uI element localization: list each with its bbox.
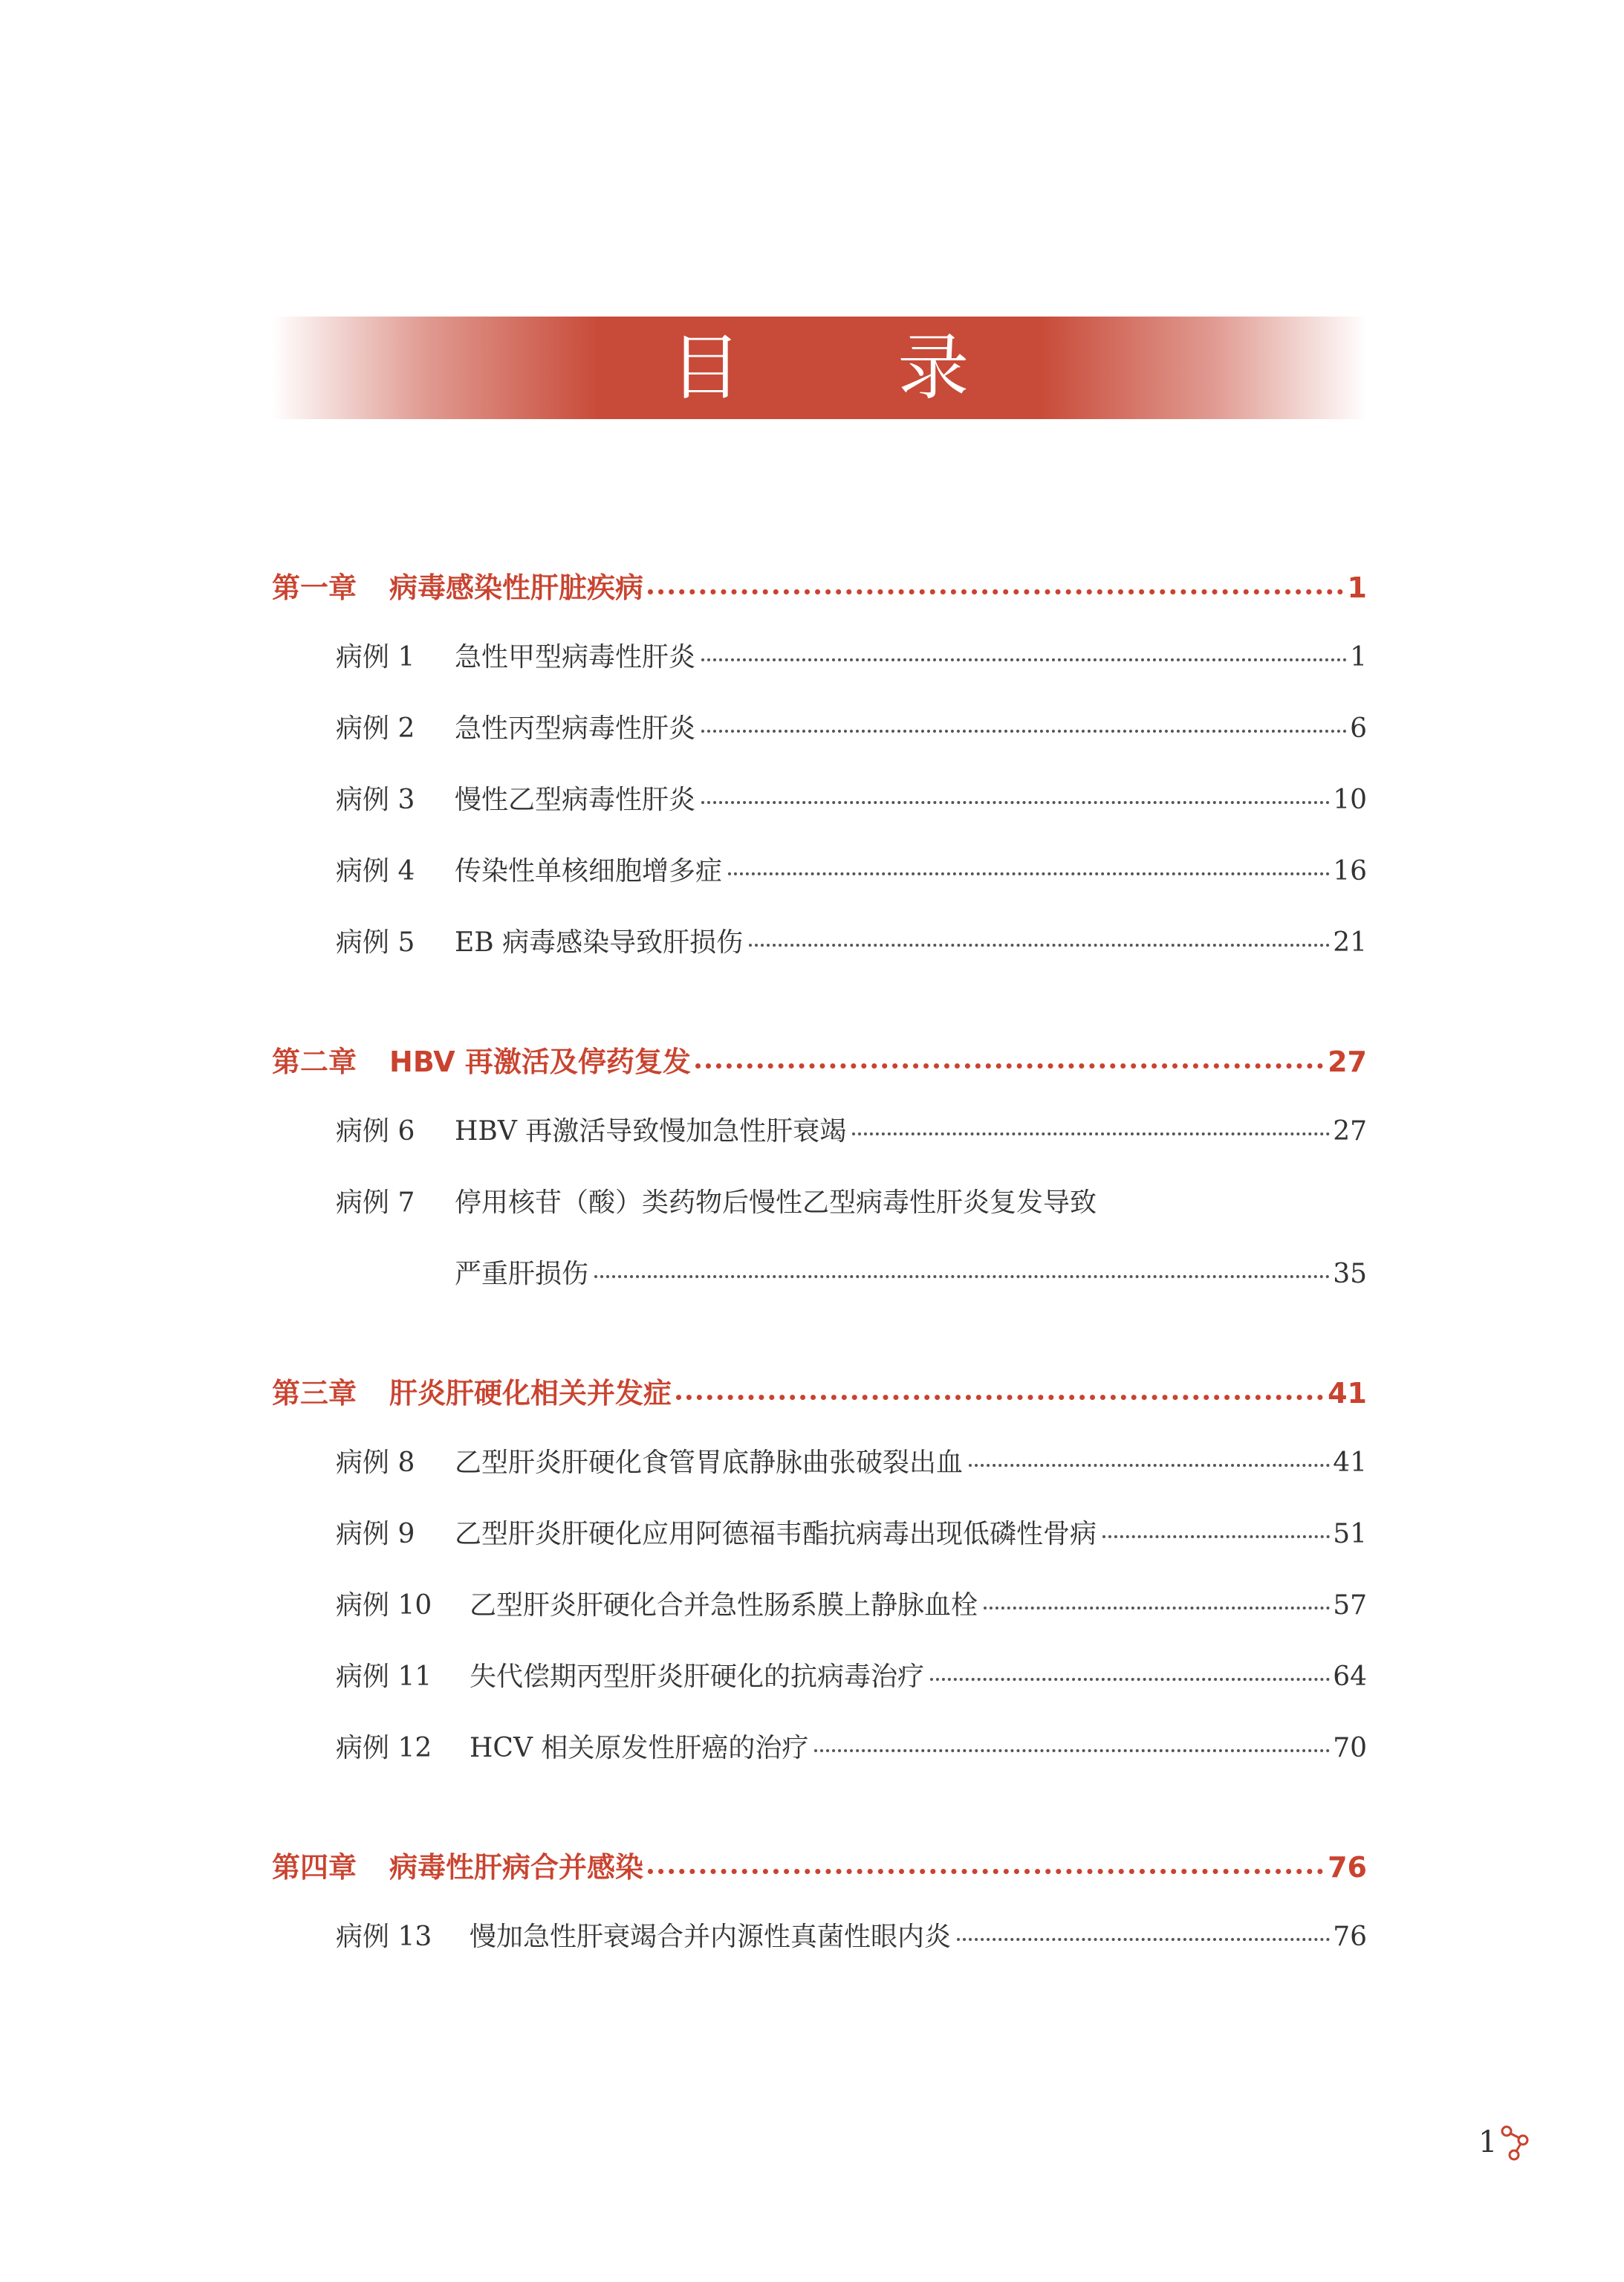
- leader-dots: [648, 589, 1343, 594]
- case-title: 停用核苷（酸）类药物后慢性乙型病毒性肝炎复发导致: [455, 1187, 1097, 1218]
- case-number: 病例 12: [336, 1733, 432, 1763]
- case-title: 急性丙型病毒性肝炎: [455, 713, 696, 744]
- case-number: 病例 11: [336, 1662, 432, 1692]
- case-8-entry[interactable]: [272, 1442, 1367, 1479]
- leader-dots: [728, 872, 1330, 875]
- case-page: 6: [1350, 713, 1367, 744]
- case-3-entry[interactable]: [272, 779, 1367, 817]
- case-number: 病例 10: [336, 1590, 432, 1621]
- chapter-title: 肝炎肝硬化相关并发症: [389, 1377, 672, 1410]
- case-12-entry[interactable]: [272, 1727, 1367, 1765]
- leader-dots: [701, 801, 1330, 804]
- molecule-link-icon: [1499, 2124, 1532, 2162]
- case-page: 21: [1333, 927, 1367, 958]
- case-title: 慢性乙型病毒性肝炎: [455, 785, 696, 815]
- case-1-entry[interactable]: [272, 636, 1367, 674]
- chapter-3-entry[interactable]: [272, 1370, 1367, 1411]
- case-page: 16: [1333, 856, 1367, 886]
- case-page: 1: [1350, 642, 1367, 672]
- case-title: 传染性单核细胞增多症: [455, 856, 723, 886]
- leader-dots: [676, 1395, 1323, 1400]
- chapter-number: 第四章: [272, 1851, 357, 1884]
- leader-dots: [701, 730, 1347, 733]
- page-title: 目 录: [669, 326, 1036, 409]
- case-number: 病例 4: [336, 856, 415, 886]
- case-page: 41: [1333, 1448, 1367, 1478]
- chapter-title: HBV 再激活及停药复发: [389, 1046, 691, 1078]
- case-2-entry[interactable]: [272, 707, 1367, 745]
- chapter-number: 第三章: [272, 1377, 357, 1410]
- chapter-title: 病毒感染性肝脏疾病: [389, 571, 644, 604]
- leader-dots: [749, 944, 1330, 947]
- case-title-continued: 严重肝损伤: [455, 1259, 589, 1289]
- leader-dots: [695, 1063, 1323, 1069]
- case-title: 乙型肝炎肝硬化食管胃底静脉曲张破裂出血: [455, 1448, 964, 1478]
- leader-dots: [701, 658, 1347, 661]
- leader-dots: [984, 1607, 1330, 1610]
- chapter-2-entry[interactable]: [272, 1039, 1367, 1080]
- case-9-entry[interactable]: [272, 1513, 1367, 1551]
- case-number: 病例 8: [336, 1448, 415, 1478]
- case-number: 病例 13: [336, 1922, 432, 1952]
- case-4-entry[interactable]: [272, 850, 1367, 888]
- case-title: EB 病毒感染导致肝损伤: [455, 927, 744, 958]
- chapter-number: 第一章: [272, 571, 357, 604]
- case-title: 急性甲型病毒性肝炎: [455, 642, 696, 672]
- leader-dots: [957, 1938, 1330, 1941]
- case-11-entry[interactable]: [272, 1656, 1367, 1693]
- case-page: 64: [1333, 1662, 1367, 1692]
- case-number: 病例 2: [336, 713, 415, 744]
- chapter-page: 27: [1328, 1046, 1367, 1078]
- chapter-page: 76: [1328, 1851, 1367, 1884]
- case-page: 76: [1333, 1922, 1367, 1952]
- case-page: 10: [1333, 785, 1367, 815]
- leader-dots: [852, 1132, 1330, 1135]
- chapter-page: 1: [1347, 571, 1367, 604]
- leader-dots: [1102, 1535, 1330, 1538]
- case-number: 病例 7: [336, 1187, 415, 1218]
- case-page: 57: [1333, 1590, 1367, 1621]
- chapter-page: 41: [1328, 1377, 1367, 1410]
- case-number: 病例 3: [336, 785, 415, 815]
- case-10-entry[interactable]: [272, 1584, 1367, 1622]
- chapter-title: 病毒性肝病合并感染: [389, 1851, 644, 1884]
- case-title: 乙型肝炎肝硬化应用阿德福韦酯抗病毒出现低磷性骨病: [455, 1519, 1097, 1549]
- case-page: 70: [1333, 1733, 1367, 1763]
- title-banner: [272, 317, 1367, 419]
- leader-dots: [930, 1678, 1330, 1681]
- case-13-entry[interactable]: [272, 1916, 1367, 1954]
- chapter-1-entry[interactable]: [272, 565, 1367, 606]
- case-number: 病例 9: [336, 1519, 415, 1549]
- chapter-4-entry[interactable]: [272, 1844, 1367, 1885]
- case-page: 27: [1333, 1116, 1367, 1147]
- leader-dots: [814, 1749, 1330, 1752]
- leader-dots: [648, 1869, 1323, 1874]
- leader-dots: [594, 1275, 1330, 1278]
- case-title: HCV 相关原发性肝癌的治疗: [470, 1733, 809, 1763]
- case-page: 35: [1333, 1259, 1367, 1289]
- case-5-entry[interactable]: [272, 921, 1367, 959]
- case-title: 乙型肝炎肝硬化合并急性肠系膜上静脉血栓: [470, 1590, 978, 1621]
- case-page: 51: [1333, 1519, 1367, 1549]
- case-number: 病例 6: [336, 1116, 415, 1147]
- case-7-entry-continued[interactable]: [272, 1253, 1367, 1291]
- chapter-number: 第二章: [272, 1046, 357, 1078]
- leader-dots: [969, 1464, 1330, 1467]
- page-number: 1: [1478, 2125, 1498, 2159]
- case-number: 病例 5: [336, 927, 415, 958]
- case-title: HBV 再激活导致慢加急性肝衰竭: [455, 1116, 847, 1147]
- case-title: 失代偿期丙型肝炎肝硬化的抗病毒治疗: [470, 1662, 925, 1692]
- case-number: 病例 1: [336, 642, 415, 672]
- case-6-entry[interactable]: [272, 1110, 1367, 1148]
- case-title: 慢加急性肝衰竭合并内源性真菌性眼内炎: [470, 1922, 952, 1952]
- case-7-entry[interactable]: [272, 1181, 1367, 1219]
